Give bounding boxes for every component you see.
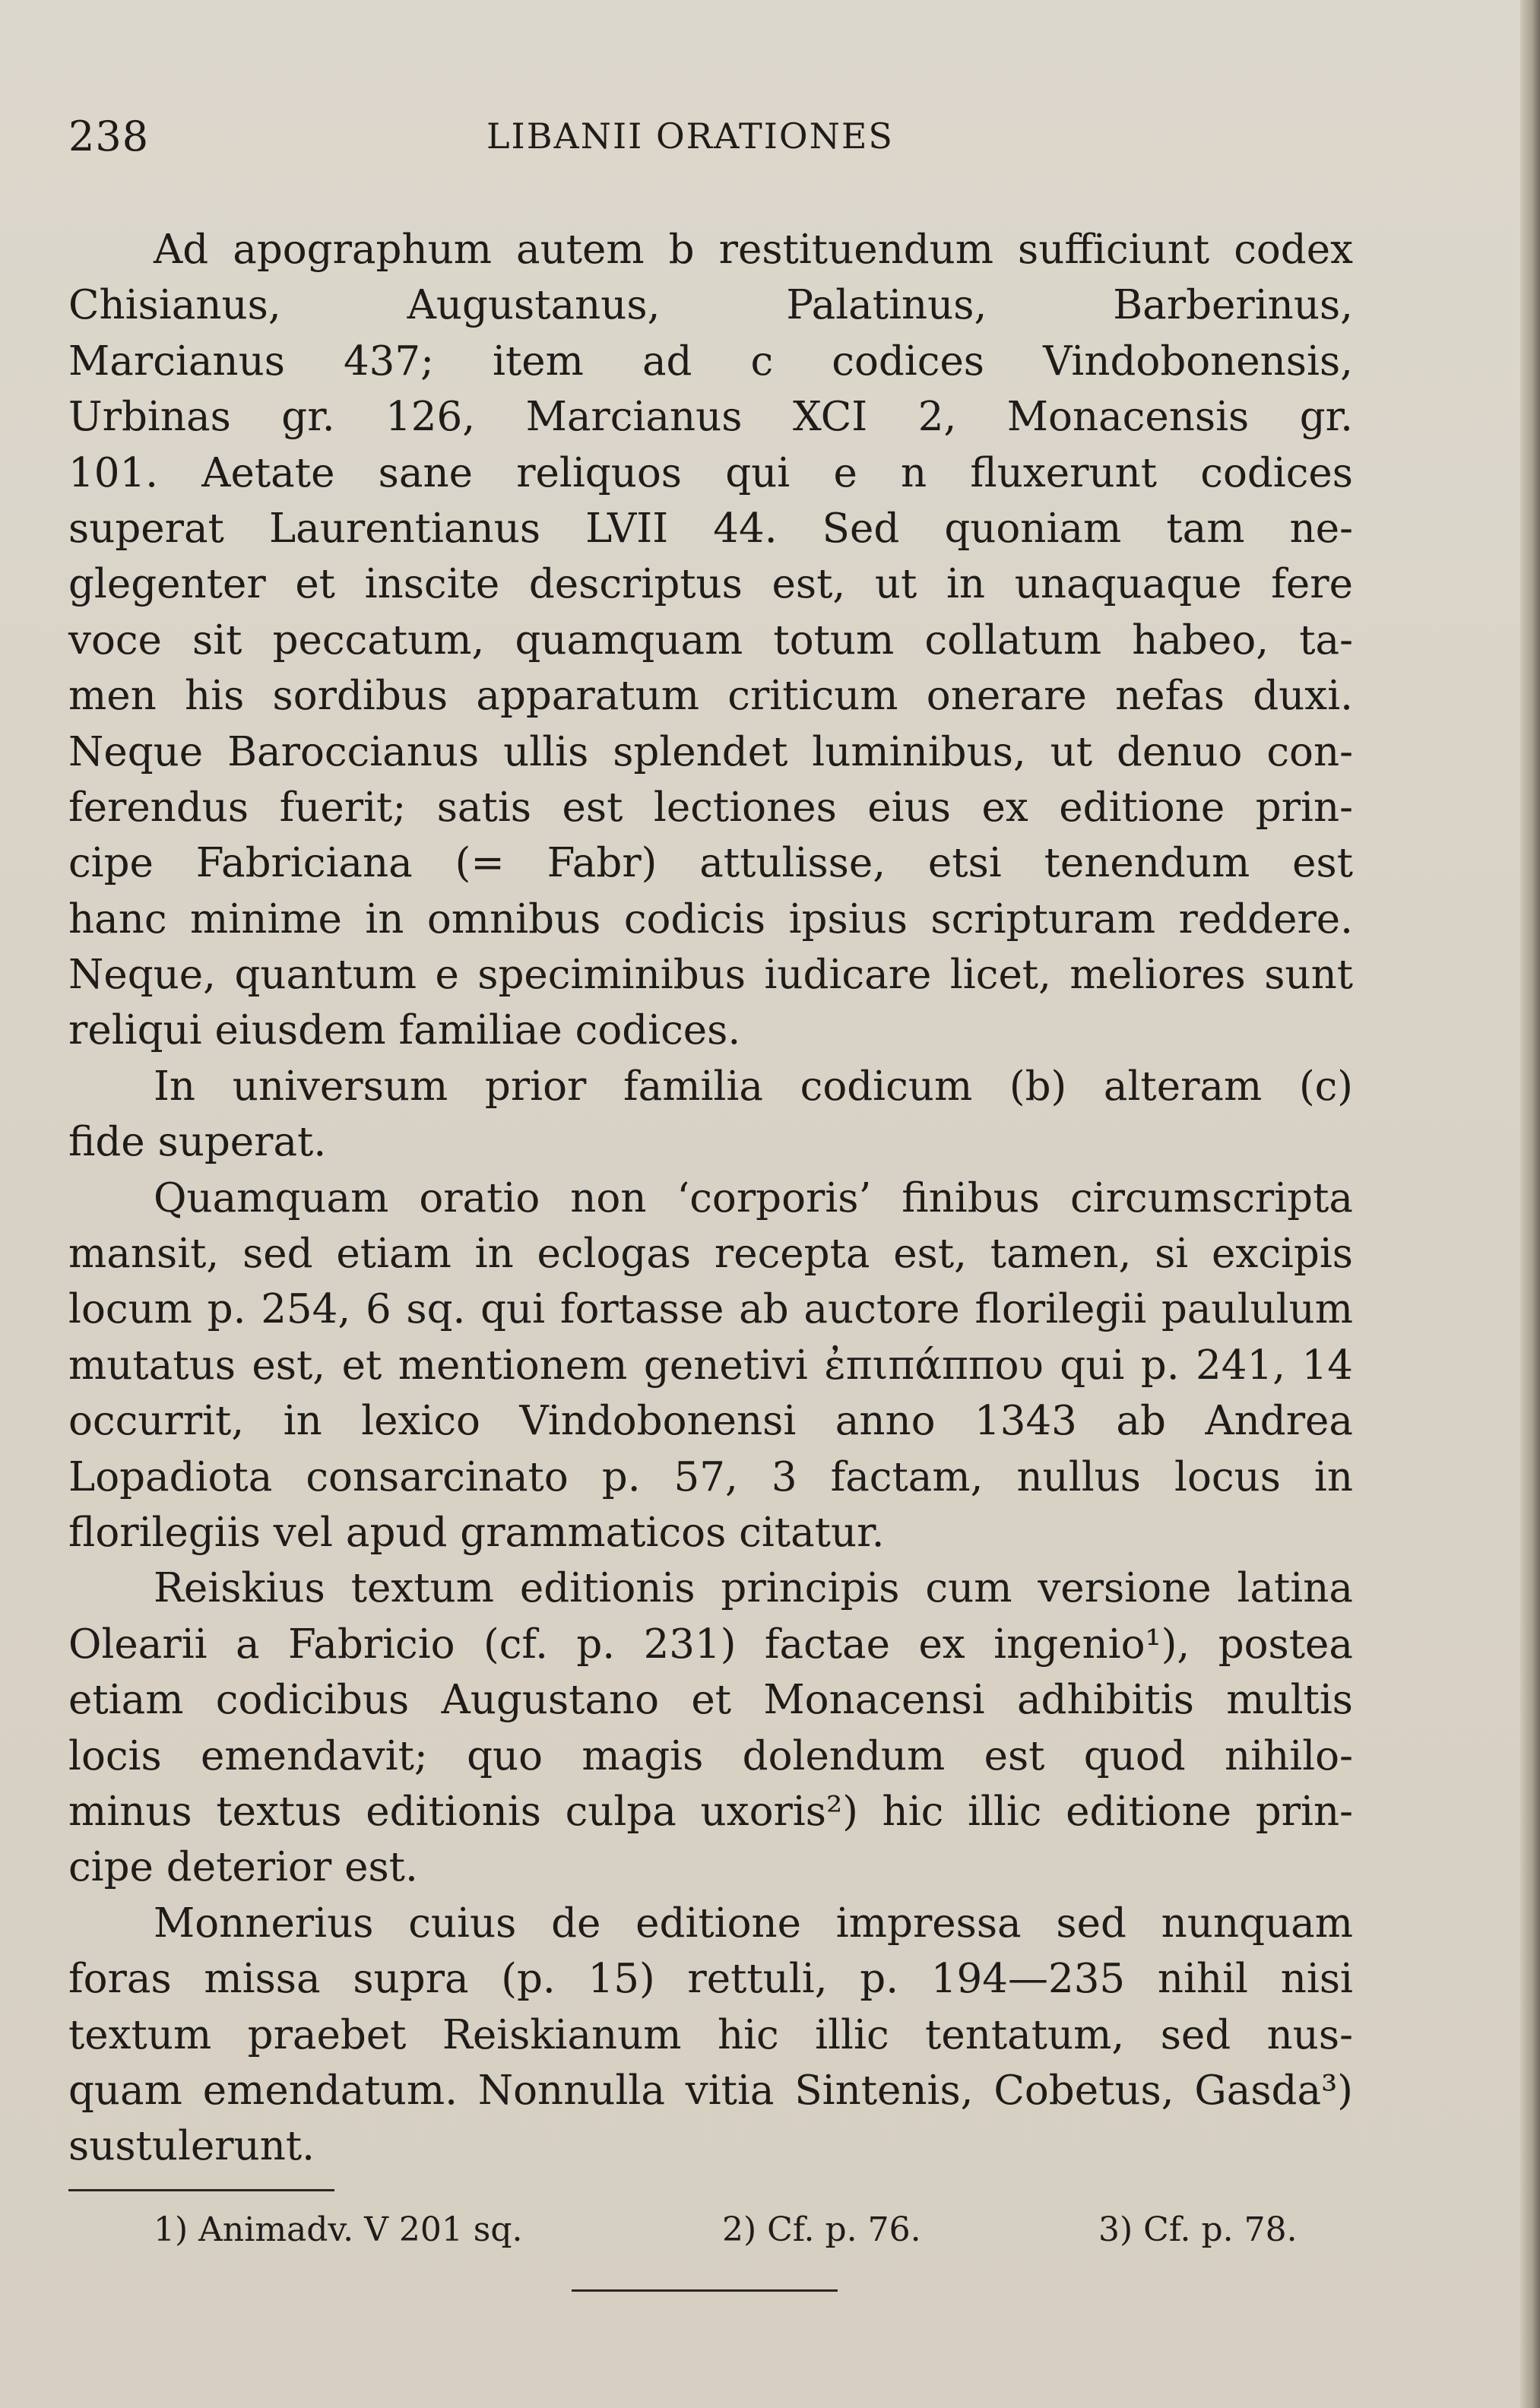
text-line: Neque, quantum e speciminibus iudicare licet, meliores sunt [68,952,1353,999]
text-line: florilegiis vel apud grammaticos citatur. [68,1509,885,1556]
text-line: locis emendavit; quo magis dolendum est quod nihilo- [68,1732,1353,1779]
text-line: men his sordibus apparatum criticum onerare nefas duxi. [68,673,1353,720]
text-line: occurrit, in lexico Vindobonensi anno 1343 ab Andrea [68,1398,1353,1445]
text-line: sustulerunt. [68,2123,315,2170]
text-line: Ad apographum autem b restituendum sufficiunt codex [154,227,1353,273]
text-line: 101. Aetate sane reliquos qui e n fluxerunt codices [68,449,1353,496]
text-line: In universum prior familia codicum (b) alteram (c) [154,1063,1353,1110]
text-line: voce sit peccatum, quamquam totum collatum habeo, ta- [68,616,1353,664]
page-header [68,112,1361,166]
text-line: minus textus editionis culpa uxoris²) hic illic editione prin- [68,1788,1353,1835]
text-line: foras missa supra (p. 15) rettuli, p. 194—235 nihil nisi [68,1956,1353,2003]
text-line: ferendus fuerit; satis est lectiones eius ex editione prin- [68,784,1353,831]
text-line: mansit, sed etiam in eclogas recepta est, tamen, si excipis [68,1231,1353,1278]
page-number: 238 [68,112,150,160]
running-title: LIBANII ORATIONES [486,116,894,157]
text-line: Reiskius textum editionis principis cum versione latina [154,1565,1353,1612]
text-line: quam emendatum. Nonnulla vitia Sintenis, Cobetus, Gasda³) [68,2067,1353,2114]
text-line: superat Laurentianus LVII 44. Sed quoniam tam ne- [68,505,1353,552]
text-line: etiam codicibus Augustano et Monacensi adhibitis multis [68,1677,1353,1724]
text-line: cipe Fabriciana (= Fabr) attulisse, etsi tenendum est [68,840,1353,887]
text-line: Chisianus, Augustanus, Palatinus, Barberinus, [68,282,1353,329]
page-edge-shadow [1520,0,1540,2408]
text-line: hanc minime in omnibus codicis ipsius scripturam reddere. [68,895,1353,943]
text-line: textum praebet Reiskianum hic illic tentatum, sed nus- [68,2011,1353,2058]
bottom-rule [572,2289,838,2292]
text-line: Quamquam oratio non ‘corporis’ finibus circumscripta [154,1174,1353,1221]
footnote-separator [68,2189,334,2191]
body-text [68,222,1353,2175]
text-line: cipe deterior est. [68,1844,418,1891]
text-line: fide superat. [68,1119,327,1166]
text-line: glegenter et inscite descriptus est, ut in unaquaque fere [68,561,1353,608]
text-line: Monnerius cuius de editione impressa sed nunquam [154,1899,1353,1947]
text-line: reliqui eiusdem familiae codices. [68,1007,741,1054]
text-line: locum p. 254, 6 sq. qui fortasse ab auctore florilegii paululum [68,1286,1353,1333]
text-line: Lopadiota consarcinato p. 57, 3 factam, nullus locus in [68,1453,1353,1500]
footnote-1: 1) Animadv. V 201 sq. [154,2210,523,2249]
footnote-2: 2) Cf. p. 76. [722,2210,921,2249]
text-line: Urbinas gr. 126, Marcianus XCI 2, Monacensis gr. [68,394,1353,441]
text-line: Neque Baroccianus ullis splendet luminibus, ut denuo con- [68,728,1353,775]
text-line: Marcianus 437; item ad c codices Vindobonensis, [68,337,1353,385]
footnote-3: 3) Cf. p. 78. [1098,2210,1298,2249]
text-line: mutatus est, et mentionem genetivi ἐπιπάππου qui p. 241, 14 [68,1342,1353,1389]
text-line: Olearii a Fabricio (cf. p. 231) factae ex ingenio¹), postea [68,1621,1353,1668]
